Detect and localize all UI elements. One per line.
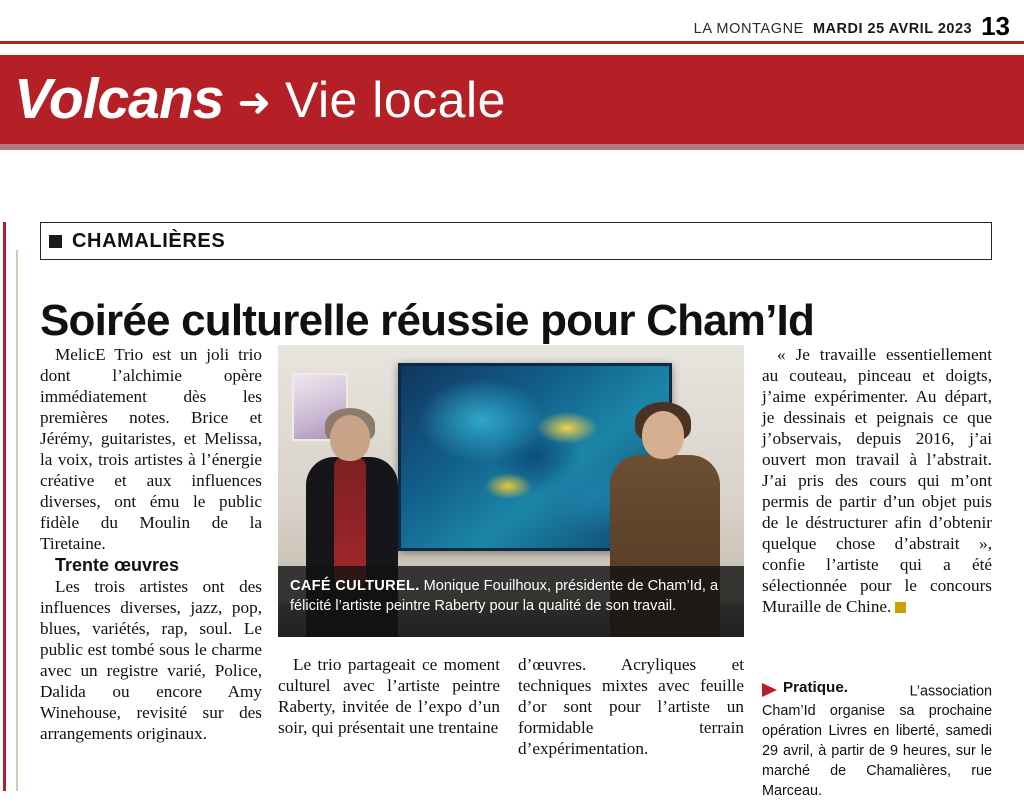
article-subheading: Trente œuvres	[55, 554, 180, 575]
flag-triangle-icon	[762, 683, 777, 697]
locality-label: CHAMALIÈRES	[72, 229, 226, 252]
column-2-paragraph-1: Le trio partageait ce moment culturel avec l’artiste peintre Raberty, invitée de l’expo d’un soir, qui présentait une trentaine	[278, 655, 500, 737]
section-rubric: Volcans	[14, 67, 224, 131]
arrow-right-icon: ➜	[237, 79, 271, 125]
end-of-article-square-icon	[895, 602, 906, 613]
photo-person-right-head	[642, 411, 684, 459]
pratique-label: Pratique.	[783, 679, 848, 696]
bullet-square-icon	[49, 235, 62, 248]
newspaper-name: LA MONTAGNE	[693, 21, 804, 37]
column-1-paragraph-2: Les trois artistes ont des influences diverses, jazz, pop, blues, variétés, rap, soul. Le public est tombé sous le charme avec un registre varié, Police, Dalida ou encore Amy Winehouse, revisité sur des arrangements originaux.	[40, 576, 262, 743]
publication-date: MARDI 25 AVRIL 2023	[812, 21, 973, 37]
left-margin-rule	[3, 222, 6, 791]
article-column-4	[762, 345, 992, 618]
section-banner-inner	[0, 67, 506, 131]
section-subrubric: Vie locale	[285, 71, 506, 128]
article-column-3	[518, 655, 744, 760]
section-banner	[0, 55, 1024, 144]
column-4-paragraph-1	[762, 345, 992, 618]
photo-caption	[278, 566, 744, 637]
column-1-paragraph-1: MelicE Trio est un joli trio dont l’alchimie opère immédiatement dès les premières notes. Brice et Jérémy, guitaristes, et Melissa, la voix, trois artistes à l’énergie créative et aux influences diverses, ont ému le public fidèle du Moulin de la Tiretaine.	[40, 345, 262, 553]
pratique-header	[762, 678, 848, 699]
page-number: 13	[981, 11, 1010, 41]
photo-person-left-head	[330, 415, 370, 461]
pratique-box	[762, 678, 992, 802]
section-banner-shadow	[0, 144, 1024, 150]
article-column-1	[40, 345, 262, 745]
masthead-divider	[0, 41, 1024, 44]
masthead	[693, 11, 1010, 41]
article-column-2	[278, 655, 500, 739]
photo-caption-lead: CAFÉ CULTUREL.	[290, 578, 420, 594]
column-3-paragraph-1: d’œuvres. Acryliques et techniques mixtes avec feuille d’or sont pour l’artiste un formidable terrain d’expérimentation.	[518, 655, 744, 758]
column-4-quote: « Je travaille essentiellement au couteau, pinceau et doigts, j’aime expérimenter. Au départ, je dessinais et peignais ce que j’observais, depuis 2016, j’ai ouvert mon travail à l’abstrait. J’ai pris des cours qui m’ont permis de partir d’un objet puis de le déstructurer afin d’obtenir quelque chose d’abstrait », confie l’artiste qui a été sélectionnée pour le concours Muraille de Chine.	[762, 345, 992, 616]
photo-caption-text: Monique Fouilhoux, présidente de Cham’Id, a félicité l’artiste peintre Raberty pour la qualité de son travail.	[290, 578, 719, 615]
page-title: Soirée culturelle réussie pour Cham’Id	[40, 296, 815, 346]
left-margin-rule-secondary	[16, 250, 18, 791]
locality-box	[40, 222, 992, 260]
pratique-text: L’association Cham’Id organise sa prochaine opération Livres en liberté, samedi 29 avril, à partir de 9 heures, sur le marché de Chamalières, rue Marceau.	[762, 683, 992, 799]
